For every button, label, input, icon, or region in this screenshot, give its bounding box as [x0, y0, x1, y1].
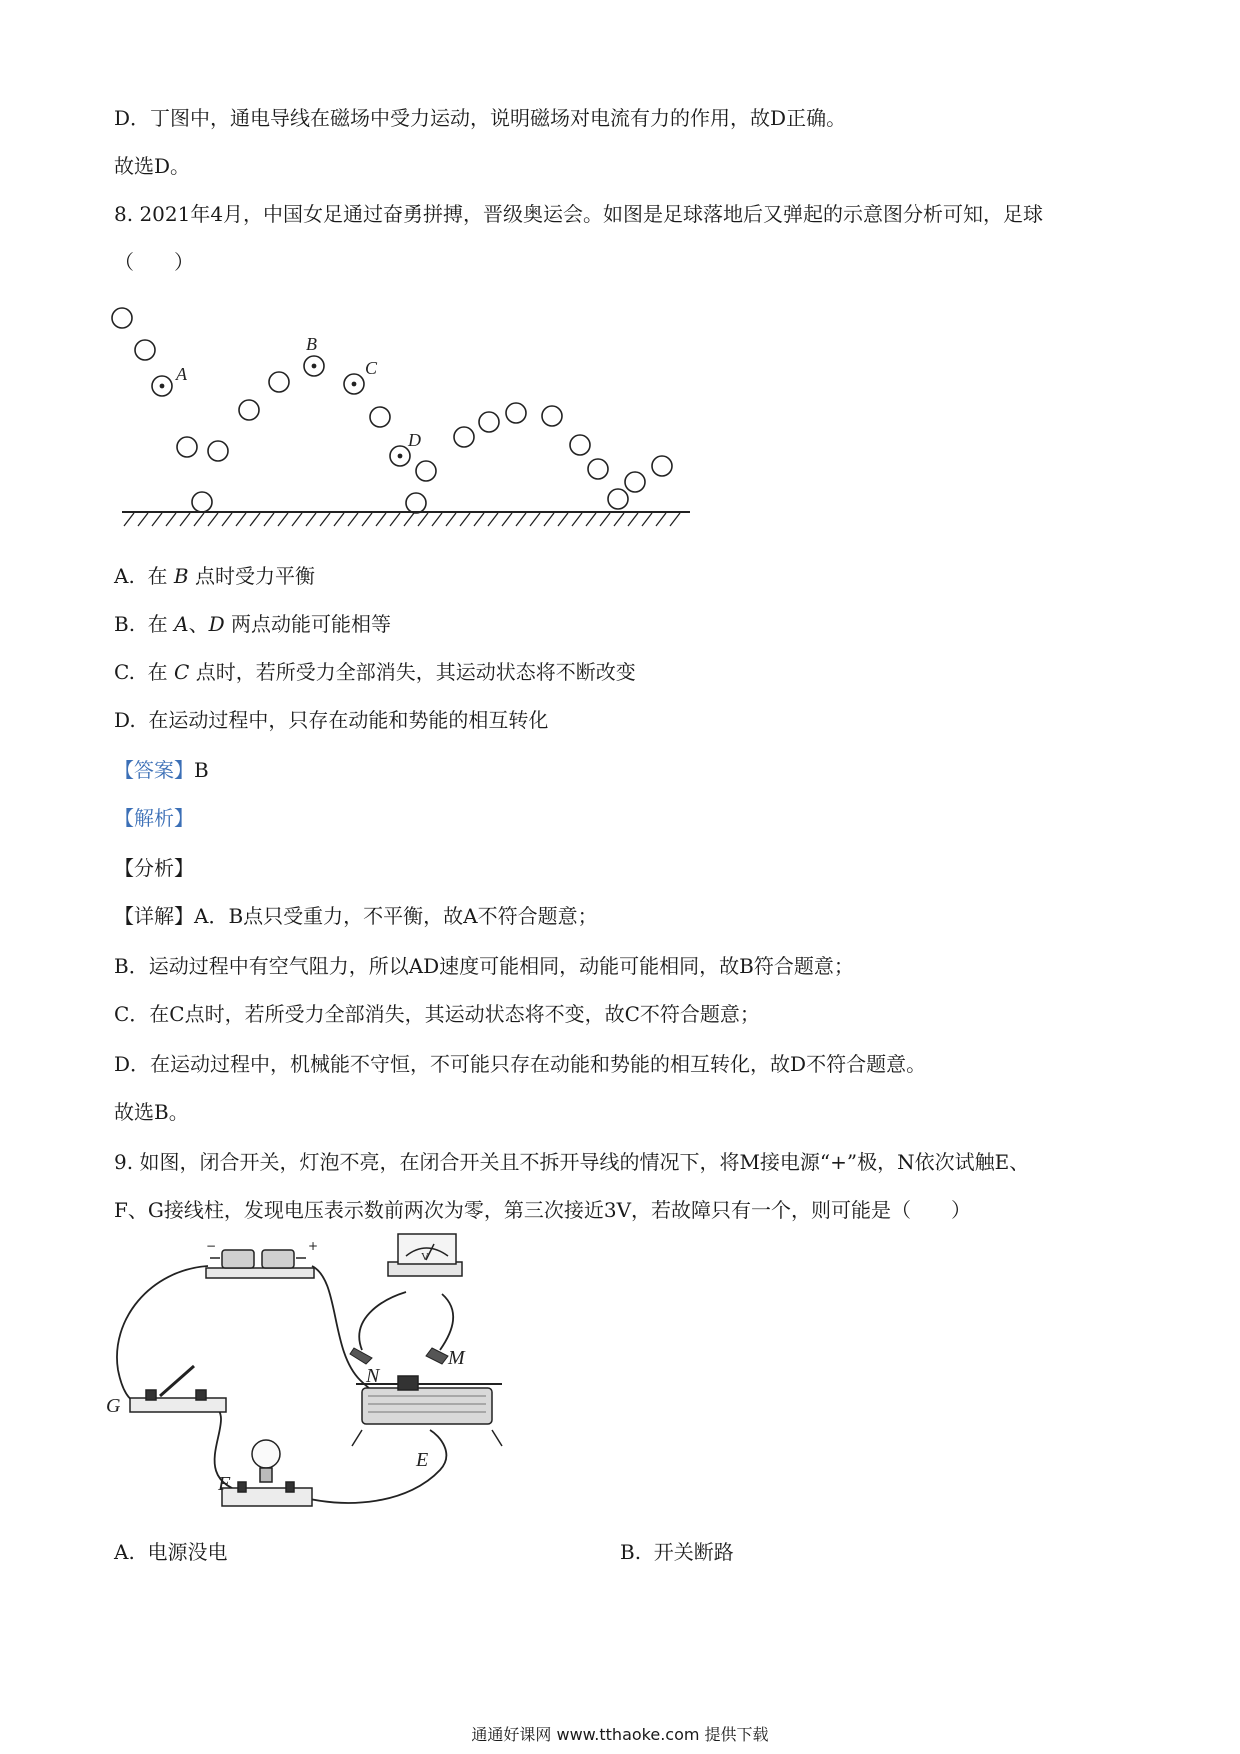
label-g: G — [106, 1395, 121, 1417]
ball — [506, 403, 526, 423]
ball — [406, 493, 426, 513]
ball — [479, 412, 499, 432]
ball — [370, 407, 390, 427]
wire-voltmeter-n — [359, 1292, 406, 1350]
q9-stem-line-2: F、G接线柱，发现电压表示数前两次为零，第三次接近3V，若故障只有一个，则可能是（ ） — [114, 1198, 972, 1222]
ground-hatch — [124, 513, 680, 526]
label-b: B — [306, 334, 317, 354]
q8-option-d[interactable]: D. 在运动过程中，只存在动能和势能的相互转化 — [114, 708, 549, 732]
battery-plus-label: + — [308, 1239, 319, 1253]
q8-detail-a: 【详解】A．B点只受重力，不平衡，故A不符合题意； — [114, 904, 598, 928]
football-bounce-figure — [110, 290, 710, 530]
q8-stem-line-1: 8. 2021年4月，中国女足通过奋勇拼搏，晋级奥运会。如图是足球落地后又弹起的示意图分析可知，足球 — [114, 202, 1044, 226]
ball — [608, 489, 628, 509]
q8-option-c[interactable]: C. 在 C 点时，若所受力全部消失，其运动状态将不断改变 — [114, 660, 636, 684]
q8-detail-b: B．运动过程中有空气阻力，所以AD速度可能相同，动能可能相同，故B符合题意； — [114, 954, 854, 978]
ball — [416, 461, 436, 481]
ball — [112, 308, 132, 328]
label-a: A — [176, 364, 187, 384]
ball — [192, 492, 212, 512]
ball — [135, 340, 155, 360]
ball — [208, 441, 228, 461]
label-e: E — [416, 1449, 429, 1471]
voltmeter-v-label: V — [421, 1251, 429, 1263]
ball — [269, 372, 289, 392]
ball — [625, 472, 645, 492]
page-footer: 通通好课网 www.tthaoke.com 提供下载 — [471, 1725, 769, 1744]
answer-value: B — [194, 758, 209, 782]
switch — [130, 1366, 226, 1412]
q8-explain-tag: 【解析】 — [114, 806, 194, 830]
q9-option-b[interactable]: B. 开关断路 — [620, 1540, 734, 1564]
bulb — [222, 1440, 312, 1506]
ball — [454, 427, 474, 447]
label-n: N — [366, 1365, 380, 1387]
ball — [570, 435, 590, 455]
battery-minus-label: − — [206, 1239, 217, 1253]
probe-clips — [350, 1348, 448, 1364]
q9-option-a[interactable]: A. 电源没电 — [114, 1540, 228, 1564]
ball — [239, 400, 259, 420]
q8-option-a[interactable]: A. 在 B 点时受力平衡 — [114, 564, 315, 588]
battery — [206, 1250, 314, 1278]
ball — [652, 456, 672, 476]
ball — [542, 406, 562, 426]
prev-option-d-explanation: D．丁图中，通电导线在磁场中受力运动，说明磁场对电流有力的作用，故D正确。 — [114, 106, 847, 130]
prev-choose-line: 故选D。 — [114, 154, 191, 178]
q8-detail-d: D．在运动过程中，机械能不守恒，不可能只存在动能和势能的相互转化，故D不符合题意。 — [114, 1052, 927, 1076]
q8-detail-c: C．在C点时，若所受力全部消失，其运动状态将不变，故C不符合题意； — [114, 1002, 760, 1026]
label-m: M — [448, 1347, 465, 1369]
ball — [177, 437, 197, 457]
q8-answer-line — [114, 756, 209, 784]
q8-stem-line-2: （ ） — [114, 250, 194, 274]
circuit-figure — [106, 1239, 560, 1520]
wire-voltmeter-m — [440, 1294, 453, 1350]
answer-tag: 【答案】 — [114, 758, 194, 782]
q8-analysis-tag: 【分析】 — [114, 856, 194, 880]
label-c: C — [365, 358, 378, 378]
q8-option-b[interactable]: B. 在 A、D 两点动能可能相等 — [114, 612, 391, 636]
label-d: D — [408, 430, 421, 450]
label-f: F — [218, 1473, 231, 1495]
wire-battery-to-switch — [117, 1266, 208, 1406]
q9-stem-line-1: 9. 如图，闭合开关，灯泡不亮，在闭合开关且不拆开导线的情况下，将M接电源“+”极，N依次试触E、 — [114, 1150, 1030, 1174]
ball — [588, 459, 608, 479]
q8-choose-line: 故选B。 — [114, 1100, 189, 1124]
